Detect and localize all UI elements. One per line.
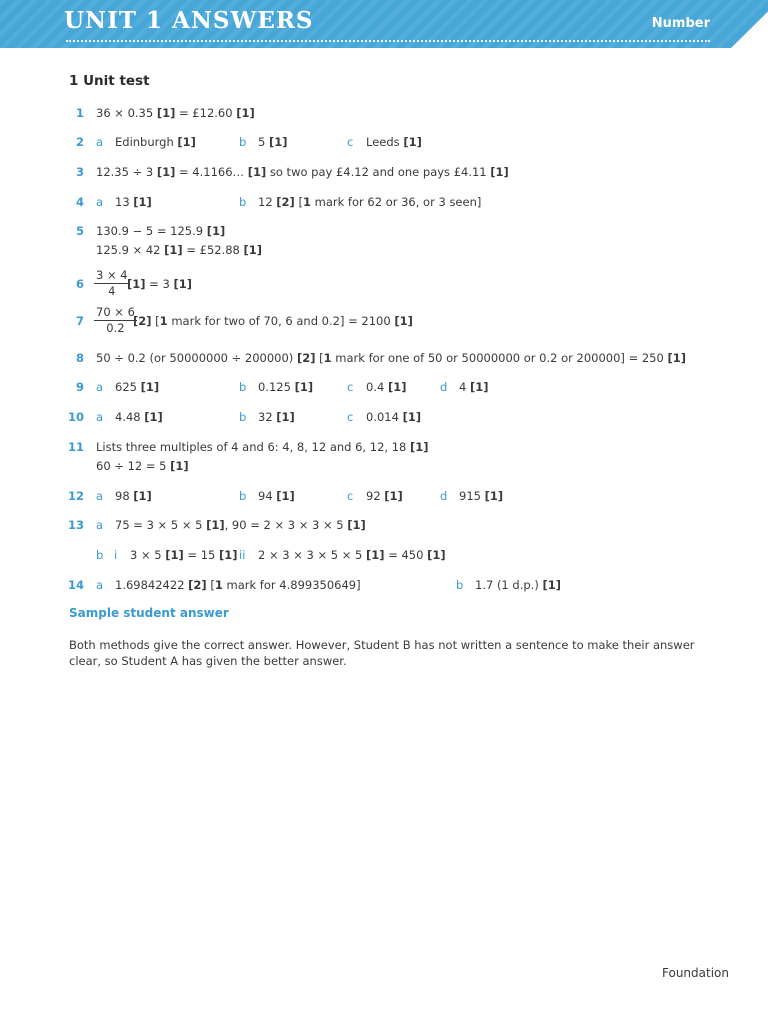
- answer-text: [2] [1 mark for two of 70, 6 and 0.2] = 2100 [1]: [133, 314, 413, 328]
- part-label: d: [440, 489, 448, 503]
- part-label: a: [96, 195, 104, 209]
- answer-text: 0.125 [1]: [258, 380, 314, 394]
- question-2: [0, 133, 768, 151]
- question-number: 3: [75, 165, 84, 179]
- subpart-label: ii: [239, 548, 246, 562]
- fraction-denominator: 4: [108, 284, 116, 298]
- part-label: b: [239, 195, 247, 209]
- part-label: a: [96, 410, 104, 424]
- answer-text: 0.4 [1]: [366, 380, 407, 394]
- answer-text: 92 [1]: [366, 489, 403, 503]
- answer-text: 1.69842422 [2] [1 mark for 4.899350649]: [115, 578, 361, 592]
- part-label: b: [239, 135, 247, 149]
- answer-text: 0.014 [1]: [366, 410, 422, 424]
- question-number: 12: [67, 489, 84, 503]
- part-label: c: [347, 410, 354, 424]
- question-number: 1: [75, 106, 84, 120]
- question-11-line-2: [0, 457, 768, 475]
- answer-text: 50 ÷ 0.2 (or 50000000 ÷ 200000) [2] [1 mark for one of 50 or 50000000 or 0.2 or 200000] = 250 [1]: [96, 351, 686, 365]
- question-number: 4: [75, 195, 84, 209]
- answer-text: Edinburgh [1]: [115, 135, 196, 149]
- answer-text: 60 ÷ 12 = 5 [1]: [96, 459, 189, 473]
- answer-text: 125.9 × 42 [1] = £52.88 [1]: [96, 243, 263, 257]
- question-13-part-b: [0, 546, 768, 564]
- question-1: [0, 104, 768, 122]
- question-number: 5: [75, 224, 84, 238]
- question-11: [0, 438, 768, 456]
- part-label: b: [96, 548, 104, 562]
- question-5: [0, 222, 768, 240]
- answer-text: Leeds [1]: [366, 135, 422, 149]
- part-label: c: [347, 135, 354, 149]
- header-dotted-rule: [66, 40, 710, 42]
- fraction-numerator: 3 × 4: [96, 268, 128, 282]
- question-10: [0, 408, 768, 426]
- question-number: 13: [67, 518, 84, 532]
- question-number: 11: [67, 440, 84, 454]
- sample-answer-heading: Sample student answer: [69, 606, 229, 620]
- answer-text: 1.7 (1 d.p.) [1]: [475, 578, 561, 592]
- answer-text: 75 = 3 × 5 × 5 [1], 90 = 2 × 3 × 3 × 5 [1]: [115, 518, 366, 532]
- question-number: 14: [67, 578, 84, 592]
- question-5-line-2: [0, 241, 768, 259]
- answer-text: 32 [1]: [258, 410, 295, 424]
- answer-text: 130.9 − 5 = 125.9 [1]: [96, 224, 226, 238]
- answer-text: 94 [1]: [258, 489, 295, 503]
- question-number: 8: [75, 351, 84, 365]
- part-label: c: [347, 489, 354, 503]
- question-4: [0, 193, 768, 211]
- question-12: [0, 487, 768, 505]
- answer-text: Lists three multiples of 4 and 6: 4, 8, 12 and 6, 12, 18 [1]: [96, 440, 429, 454]
- question-13: [0, 516, 768, 534]
- fraction: [94, 268, 130, 299]
- part-label: b: [456, 578, 464, 592]
- answer-text: 98 [1]: [115, 489, 152, 503]
- part-label: d: [440, 380, 448, 394]
- question-3: [0, 163, 768, 181]
- footer-level: Foundation: [662, 966, 729, 980]
- section-heading: 1 Unit test: [69, 73, 150, 89]
- fraction-denominator: 0.2: [106, 321, 125, 335]
- part-label: b: [239, 410, 247, 424]
- answer-text: 4 [1]: [459, 380, 489, 394]
- part-label: b: [239, 380, 247, 394]
- answer-text: 12 [2] [1 mark for 62 or 36, or 3 seen]: [258, 195, 482, 209]
- question-14: [0, 576, 768, 594]
- answer-text: 3 × 5 [1] = 15 [1]: [130, 548, 238, 562]
- part-label: a: [96, 489, 104, 503]
- answer-text: 5 [1]: [258, 135, 288, 149]
- answer-text: 12.35 ÷ 3 [1] = 4.1166… [1] so two pay £4.12 and one pays £4.11 [1]: [96, 165, 509, 179]
- question-9: [0, 378, 768, 396]
- question-number: 10: [67, 410, 84, 424]
- part-label: b: [239, 489, 247, 503]
- answer-text: 13 [1]: [115, 195, 152, 209]
- answer-text: 36 × 0.35 [1] = £12.60 [1]: [96, 106, 255, 120]
- page-title: UNIT 1 ANSWERS: [64, 7, 314, 34]
- part-label: a: [96, 518, 104, 532]
- fraction: [94, 305, 137, 336]
- question-number: 6: [75, 277, 84, 291]
- answer-text: 625 [1]: [115, 380, 160, 394]
- question-number: 2: [75, 135, 84, 149]
- sample-answer-text: Both methods give the correct answer. However, Student B has not written a sentence to make their answer clear, so Student A has given the better answer.: [69, 638, 695, 668]
- part-label: a: [96, 578, 104, 592]
- part-label: a: [96, 380, 104, 394]
- part-label: c: [347, 380, 354, 394]
- fraction-numerator: 70 × 6: [96, 305, 135, 319]
- answer-text: [1] = 3 [1]: [127, 277, 192, 291]
- section-name: Number: [651, 16, 710, 31]
- question-number: 7: [75, 314, 84, 328]
- question-8: [0, 349, 768, 367]
- part-label: a: [96, 135, 104, 149]
- subpart-label: i: [114, 548, 118, 562]
- answer-text: 915 [1]: [459, 489, 504, 503]
- answer-text: 4.48 [1]: [115, 410, 163, 424]
- answer-text: 2 × 3 × 3 × 5 × 5 [1] = 450 [1]: [258, 548, 446, 562]
- question-number: 9: [75, 380, 84, 394]
